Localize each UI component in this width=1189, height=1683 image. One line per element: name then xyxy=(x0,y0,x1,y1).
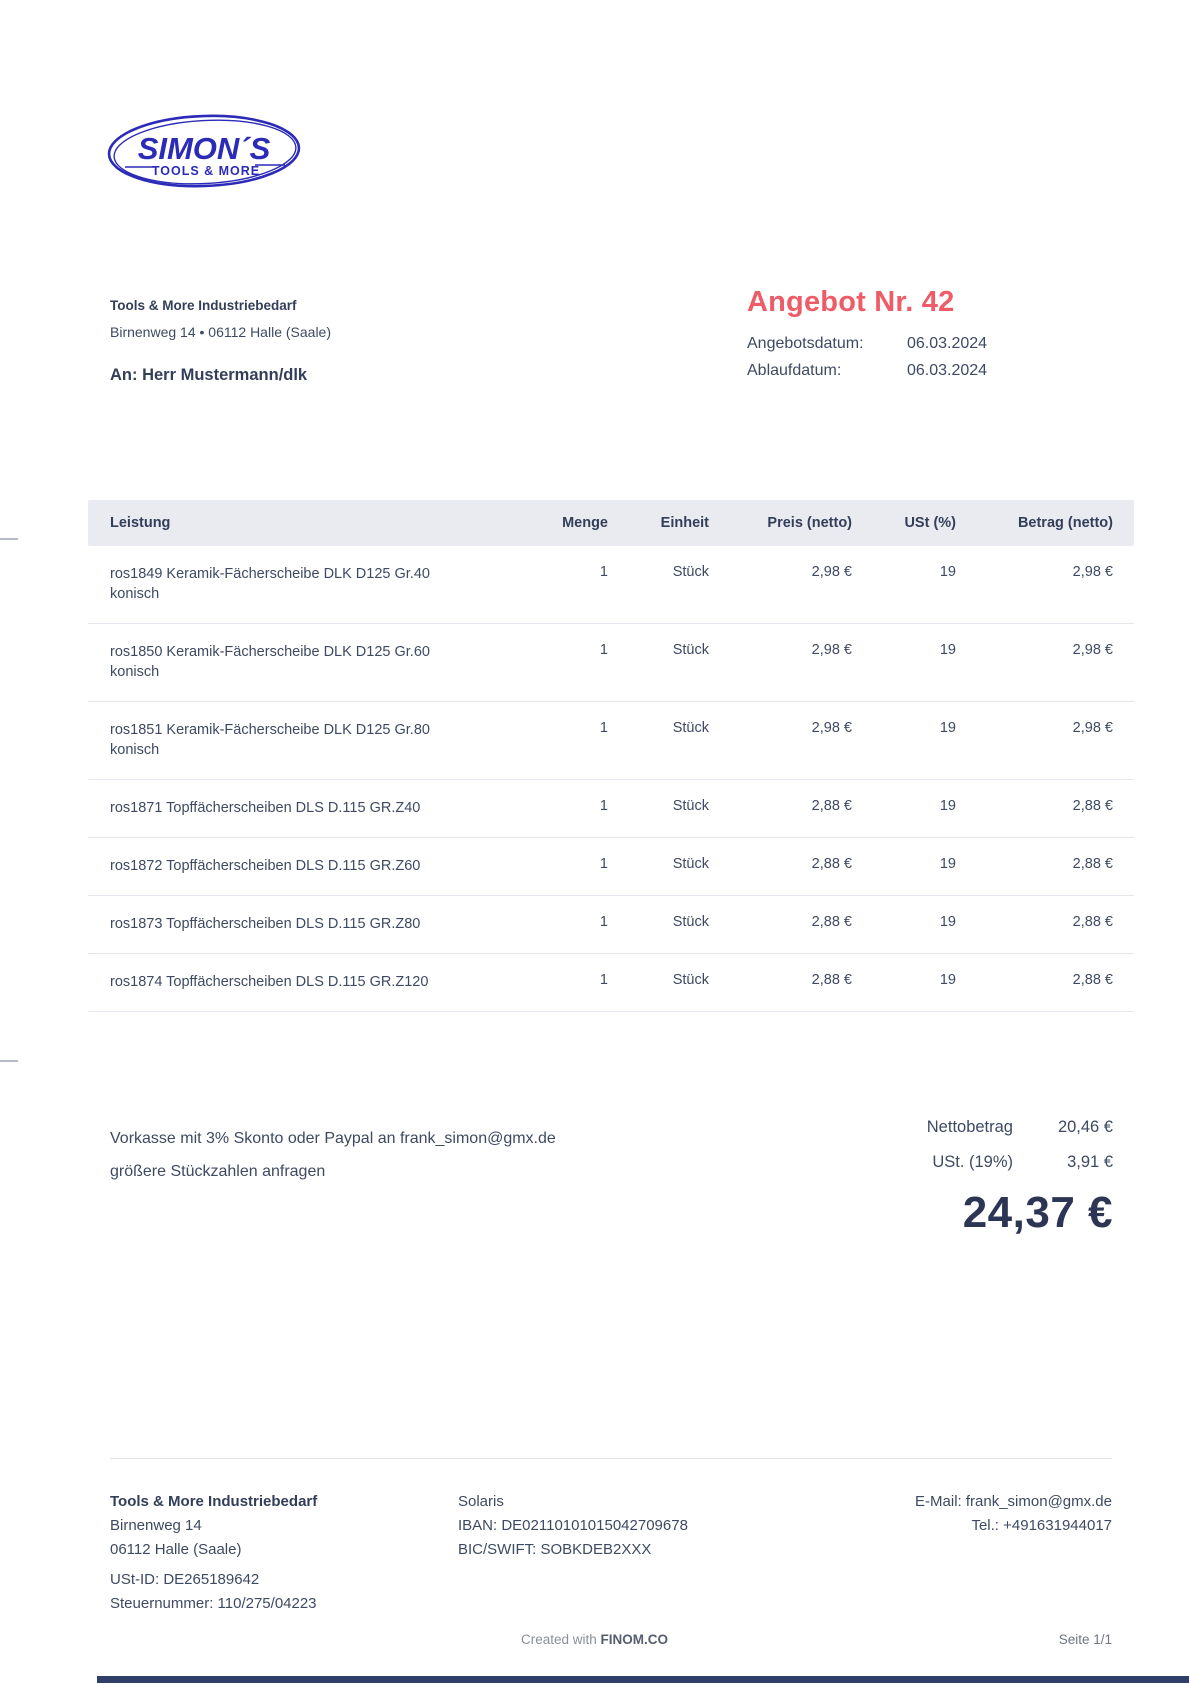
cell-preis: 2,98 € xyxy=(811,720,852,736)
table-row xyxy=(88,546,1134,624)
cell-preis: 2,98 € xyxy=(811,564,852,580)
sender-block xyxy=(110,298,331,385)
company-logo xyxy=(103,110,307,198)
cell-einheit: Stück xyxy=(672,720,709,736)
cell-menge: 1 xyxy=(599,972,608,988)
cell-leistung: ros1873 Topffächerscheiben DLS D.115 GR.Z80 xyxy=(110,916,421,932)
vat-total-label: USt. (19%) xyxy=(932,1153,1013,1171)
table-header-row xyxy=(88,500,1134,546)
cell-menge: 1 xyxy=(599,720,608,736)
payment-note-line2: größere Stückzahlen anfragen xyxy=(110,1163,326,1180)
vat-total-value: 3,91 € xyxy=(1067,1153,1113,1171)
created-with-line xyxy=(0,1632,1189,1647)
header-betrag-netto: Betrag (netto) xyxy=(1017,515,1113,531)
page-number: Seite 1/1 xyxy=(1058,1632,1112,1647)
offer-dates xyxy=(747,335,987,380)
net-total-value: 20,46 € xyxy=(1057,1118,1113,1136)
net-total-label: Nettobetrag xyxy=(926,1118,1013,1136)
footer-bank-name: Solaris xyxy=(458,1493,504,1510)
cell-einheit: Stück xyxy=(672,856,709,872)
table-row xyxy=(88,702,1134,780)
expiry-date-label: Ablaufdatum: xyxy=(747,362,842,379)
fold-mark-top xyxy=(0,538,18,540)
payment-notes xyxy=(110,1122,556,1188)
footer-address2: 06112 Halle (Saale) xyxy=(110,1541,242,1558)
cell-betrag: 2,88 € xyxy=(1072,856,1113,872)
footer-divider xyxy=(110,1458,1112,1459)
cell-betrag: 2,88 € xyxy=(1072,972,1113,988)
logo-text-main: SIMON´S xyxy=(137,131,271,166)
footer-vat-id: USt-ID: DE265189642 xyxy=(110,1571,260,1588)
cell-einheit: Stück xyxy=(672,564,709,580)
cell-menge: 1 xyxy=(599,856,608,872)
footer-iban: IBAN: DE02110101015042709678 xyxy=(458,1517,688,1534)
table-body xyxy=(88,546,1134,1012)
footer-address1: Birnenweg 14 xyxy=(110,1517,202,1534)
totals-block xyxy=(927,1118,1113,1238)
cell-einheit: Stück xyxy=(672,972,709,988)
grand-total: 24,37 € xyxy=(962,1188,1113,1237)
header-einheit: Einheit xyxy=(660,515,709,531)
expiry-date-value: 06.03.2024 xyxy=(907,362,988,379)
net-total-row xyxy=(927,1118,1113,1137)
cell-ust: 19 xyxy=(939,798,956,814)
table-row xyxy=(88,624,1134,702)
cell-ust: 19 xyxy=(939,856,956,872)
vat-total-row xyxy=(927,1153,1113,1172)
cell-menge: 1 xyxy=(599,914,608,930)
cell-betrag: 2,88 € xyxy=(1072,798,1113,814)
bottom-accent-bar xyxy=(97,1676,1189,1683)
recipient-line: An: Herr Mustermann/dlk xyxy=(110,366,308,384)
footer-email: E-Mail: frank_simon@gmx.de xyxy=(915,1493,1112,1510)
cell-betrag: 2,98 € xyxy=(1072,642,1113,658)
cell-betrag: 2,98 € xyxy=(1072,720,1113,736)
table-row xyxy=(88,954,1134,1012)
cell-ust: 19 xyxy=(939,720,956,736)
cell-preis: 2,88 € xyxy=(811,856,852,872)
cell-leistung: ros1874 Topffächerscheiben DLS D.115 GR.Z120 xyxy=(110,974,429,990)
cell-ust: 19 xyxy=(939,642,956,658)
footer-contact-column xyxy=(915,1490,1112,1538)
cell-leistung: ros1851 Keramik-Fächerscheibe DLK D125 Gr.80 konisch xyxy=(110,722,430,758)
cell-leistung: ros1849 Keramik-Fächerscheibe DLK D125 Gr.40 konisch xyxy=(110,566,430,602)
offer-block xyxy=(747,286,987,389)
finom-brand: FINOM.CO xyxy=(600,1632,669,1647)
cell-preis: 2,88 € xyxy=(811,798,852,814)
cell-betrag: 2,88 € xyxy=(1072,914,1113,930)
footer-bic: BIC/SWIFT: SOBKDEB2XXX xyxy=(458,1541,652,1558)
created-with-text: Created with xyxy=(520,1632,601,1647)
offer-date-value: 06.03.2024 xyxy=(907,335,988,352)
cell-menge: 1 xyxy=(599,798,608,814)
table-row xyxy=(88,896,1134,954)
cell-menge: 1 xyxy=(599,564,608,580)
footer-company-column xyxy=(110,1490,317,1616)
footer-company-name: Tools & More Industriebedarf xyxy=(110,1493,318,1510)
logo-text-sub: TOOLS & MORE xyxy=(151,164,261,178)
table-row xyxy=(88,780,1134,838)
cell-ust: 19 xyxy=(939,914,956,930)
cell-leistung: ros1872 Topffächerscheiben DLS D.115 GR.Z60 xyxy=(110,858,421,874)
cell-preis: 2,88 € xyxy=(811,972,852,988)
header-ust: USt (%) xyxy=(904,515,956,531)
cell-ust: 19 xyxy=(939,972,956,988)
header-menge: Menge xyxy=(562,515,608,531)
footer-phone: Tel.: +491631944017 xyxy=(971,1517,1112,1534)
cell-leistung: ros1850 Keramik-Fächerscheibe DLK D125 Gr.60 konisch xyxy=(110,644,430,680)
cell-einheit: Stück xyxy=(672,642,709,658)
payment-note-line1: Vorkasse mit 3% Skonto oder Paypal an frank_simon@gmx.de xyxy=(110,1130,556,1147)
fold-mark-bottom xyxy=(0,1060,18,1062)
footer-tax-number: Steuernummer: 110/275/04223 xyxy=(110,1595,317,1612)
cell-betrag: 2,98 € xyxy=(1072,564,1113,580)
sender-address: Birnenweg 14 • 06112 Halle (Saale) xyxy=(110,324,331,340)
cell-ust: 19 xyxy=(939,564,956,580)
cell-einheit: Stück xyxy=(672,914,709,930)
cell-leistung: ros1871 Topffächerscheiben DLS D.115 GR.Z40 xyxy=(110,800,421,816)
sender-company: Tools & More Industriebedarf xyxy=(110,298,297,313)
table-row xyxy=(88,838,1134,896)
cell-preis: 2,98 € xyxy=(811,642,852,658)
items-table xyxy=(88,500,1134,1012)
offer-date-label: Angebotsdatum: xyxy=(747,335,864,352)
cell-einheit: Stück xyxy=(672,798,709,814)
offer-title: Angebot Nr. 42 xyxy=(747,286,955,318)
cell-menge: 1 xyxy=(599,642,608,658)
header-preis-netto: Preis (netto) xyxy=(767,515,852,531)
cell-preis: 2,88 € xyxy=(811,914,852,930)
header-leistung: Leistung xyxy=(110,515,171,531)
footer-bank-column xyxy=(458,1490,688,1562)
